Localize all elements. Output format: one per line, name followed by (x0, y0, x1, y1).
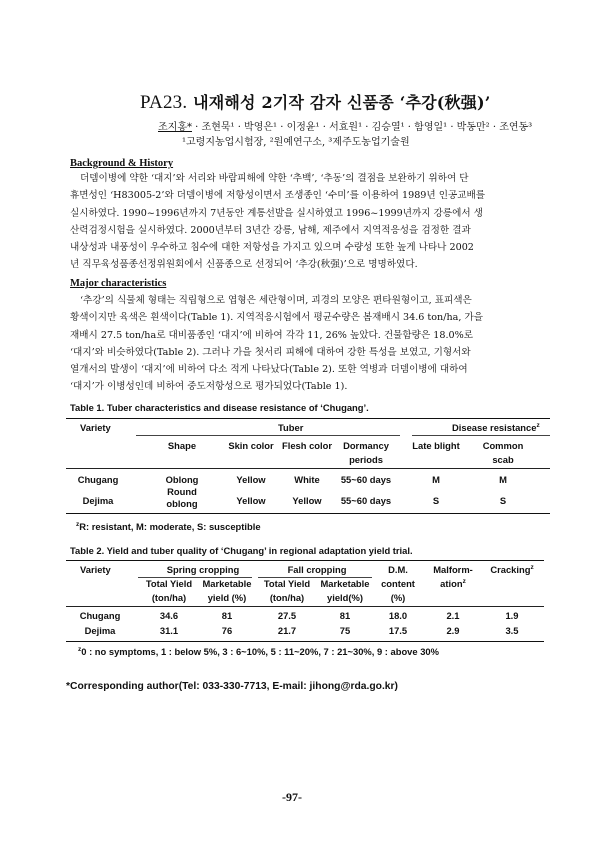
table2-header-cracking-sup: z (530, 563, 534, 571)
table1-header-lateblight: Late blight (412, 440, 460, 451)
background-line: 더뎀이병에 약한 ‘대지’와 서리와 바람피해에 약한 ‘추백’, ‘추동’의 결점을 보완하기 위하여 단 (80, 173, 469, 184)
table2-header-rule (66, 606, 544, 607)
table2-header-cracking (484, 564, 540, 575)
paper-title (140, 90, 560, 114)
table2-sub-market-spring-2: yield (%) (207, 592, 247, 603)
table1-cell: Dejima (82, 495, 114, 506)
table2-group-fall: Fall cropping (287, 564, 347, 575)
table2-cell: 2.9 (446, 625, 460, 636)
table2-cell: Dejima (84, 625, 116, 636)
major-heading: Major characteristics (70, 278, 167, 289)
background-line: 년 직무육성품종선정위원회에서 신품종으로 선정되어 ‘추강(秋强)’으로 명명하였다. (70, 259, 418, 271)
table1-footnote-text: R: resistant, M: moderate, S: susceptible (79, 521, 261, 532)
major-paragraph (70, 292, 542, 396)
table2-sub-total-spring-2: (ton/ha) (151, 592, 187, 603)
table1-footnote (76, 521, 261, 532)
table2-header-malformation-2 (422, 578, 484, 589)
table2-cell: 1.9 (505, 610, 519, 621)
table2-cell: 34.6 (159, 610, 179, 621)
author-list (158, 118, 588, 133)
major-line: 열개서의 발생이 ‘대지’에 비하여 다소 적게 나타났다(Table 2). 또한 역병과 더뎀이병에 대하여 (70, 364, 468, 376)
table2-sub-total-spring: Total Yield (145, 578, 193, 589)
table2-footnote-text: 0 : no symptoms, 1 : below 5%, 3 : 6~10%, 5 : 11~20%, 7 : 21~30%, 9 : above 30% (81, 646, 439, 657)
table2-bottom-rule (66, 641, 544, 642)
table1-footnote-sup: z (76, 520, 80, 528)
table1-group-disease-sup: z (536, 421, 540, 429)
table1-cell: M (432, 474, 440, 485)
table1-header-dormancy: Dormancy (343, 440, 389, 451)
table2-sub-market-fall-2: yield(%) (327, 592, 363, 603)
table1-header-rule (66, 468, 550, 469)
background-line: 산력검정시험을 실시하였다. 2000년부터 3년간 강릉, 남해, 제주에서 지역적응성을 검정한 결과 (70, 224, 471, 236)
table2-header-dm: D.M. (388, 564, 408, 575)
table2-footnote (78, 646, 439, 657)
table1-cell: 55~60 days (340, 495, 392, 506)
table2-footnote-sup: z (78, 645, 82, 653)
table1-cell: S (432, 495, 440, 506)
table1-cell: Chugang (77, 474, 119, 485)
table1 (66, 418, 550, 518)
background-line: 휴면성인 ‘H83005-2’와 더뎀이병에 저항성이면서 조생종인 ‘수미’를 이용하여 1989년 인공교배를 (70, 190, 486, 202)
table1-cell: 55~60 days (340, 474, 392, 485)
table2-header-dm-3: (%) (390, 592, 406, 603)
table2-cell: 76 (221, 625, 233, 636)
table1-cell: M (499, 474, 507, 485)
table1-bottom-rule (66, 513, 550, 514)
table2-caption: Table 2. Yield and tuber quality of ‘Chugang’ in regional adaptation yield trial. (70, 545, 413, 556)
table2-cell: 21.7 (277, 625, 297, 636)
table2-header-cracking-label: Cracking (490, 564, 531, 575)
table1-header-shape: Shape (167, 440, 197, 451)
table2 (66, 560, 544, 642)
table2-cell: 31.1 (159, 625, 179, 636)
table1-header-variety: Variety (80, 422, 111, 433)
table2-cell: 17.5 (388, 625, 408, 636)
table2-header-variety: Variety (80, 564, 111, 575)
major-line: ‘대지’가 이병성인데 비하여 중도저항성으로 평가되었다(Table 1). (70, 381, 348, 393)
major-line: 재배시 27.5 ton/ha로 대비품종인 ‘대지’에 비하여 각각 11, 26% 높았다. 건물함량은 18.0%로 (70, 329, 474, 341)
background-paragraph (70, 170, 542, 274)
affiliations: ¹고령지농업시험장, ²원예연구소, ³제주도농업기술원 (182, 137, 410, 148)
table2-cell: 75 (339, 625, 351, 636)
paper-code: PA23. (140, 92, 188, 113)
table1-caption: Table 1. Tuber characteristics and disease resistance of ‘Chugang’. (70, 402, 369, 413)
table2-cell: 2.1 (446, 610, 460, 621)
table1-header-commonscab-2: scab (492, 454, 514, 465)
table2-sub-total-fall-2: (ton/ha) (269, 592, 305, 603)
background-line: 실시하였다. 1990~1996년까지 7년동안 계통선발을 실시하였고 1996~1999년까지 강릉에서 생 (70, 207, 483, 219)
table1-group-disease (452, 422, 540, 433)
table2-cell: 27.5 (277, 610, 297, 621)
table1-header-skin: Skin color (228, 440, 274, 451)
paper-title-text: 내재해성 2기작 감자 신품종 ‘추강(秋强)’ (193, 93, 491, 112)
table2-top-rule (66, 560, 544, 561)
table1-header-commonscab: Common (482, 440, 524, 451)
table1-cell: S (499, 495, 507, 506)
table2-sub-total-fall: Total Yield (263, 578, 311, 589)
major-line: 황색이지만 육색은 흰색이다(Table 1). 지역적응시험에서 평균수량은 봄재배시 34.6 ton/ha, 가을 (70, 312, 483, 324)
table1-cell: Oblong (165, 474, 199, 485)
table1-disease-rule (412, 435, 550, 436)
table2-cell: 81 (221, 610, 233, 621)
table1-group-tuber: Tuber (278, 422, 304, 433)
table2-header-dm-2: content (381, 578, 415, 589)
first-author: 조지홍* (158, 122, 192, 133)
page-number: -97- (282, 790, 302, 804)
corresponding-author: *Corresponding author(Tel: 033-330-7713, E-mail: jihong@rda.go.kr) (66, 681, 398, 692)
major-line: ‘대지’와 비슷하였다(Table 2). 그러나 가을 첫서리 피해에 대하여 강한 특성을 보였고, 기형서와 (70, 346, 471, 358)
table2-sub-market-spring: Marketable (202, 578, 252, 589)
background-line: 내상성과 내풍성이 우수하고 침수에 대한 저항성을 가지고 있으며 수량성 또한 높게 나타나 2002 (70, 242, 474, 254)
table2-header-malformation-sup: z (462, 577, 466, 585)
table2-cell: Chugang (79, 610, 121, 621)
major-line: ‘추강’의 식물체 형태는 직립형으로 엽형은 세란형이며, 괴경의 모양은 편타원형이고, 표피색은 (80, 295, 472, 306)
table2-cell: 18.0 (388, 610, 408, 621)
table1-header-flesh: Flesh color (281, 440, 332, 451)
table2-group-spring: Spring cropping (166, 564, 240, 575)
table1-cell: Yellow (292, 495, 322, 506)
table2-cell: 3.5 (505, 625, 519, 636)
table1-cell: Yellow (236, 495, 266, 506)
table2-header-malformation-label: ation (440, 578, 463, 589)
table1-top-rule (66, 418, 550, 419)
table1-cell: Round oblong (166, 486, 198, 509)
table1-cell: Yellow (236, 474, 266, 485)
table1-header-dormancy-2: periods (349, 454, 383, 465)
table2-sub-market-fall: Marketable (320, 578, 370, 589)
table1-group-disease-label: Disease resistance (452, 422, 537, 433)
table2-header-malformation: Malform- (433, 564, 473, 575)
table1-cell: White (294, 474, 320, 485)
co-authors: · 조현묵¹ · 박영은¹ · 이정윤¹ · 서효원¹ · 김승열¹ · 함영일¹ · 박동만² · 조연동³ (195, 122, 533, 133)
background-heading: Background & History (70, 158, 174, 169)
table2-cell: 81 (339, 610, 351, 621)
table1-tuber-rule (136, 435, 400, 436)
